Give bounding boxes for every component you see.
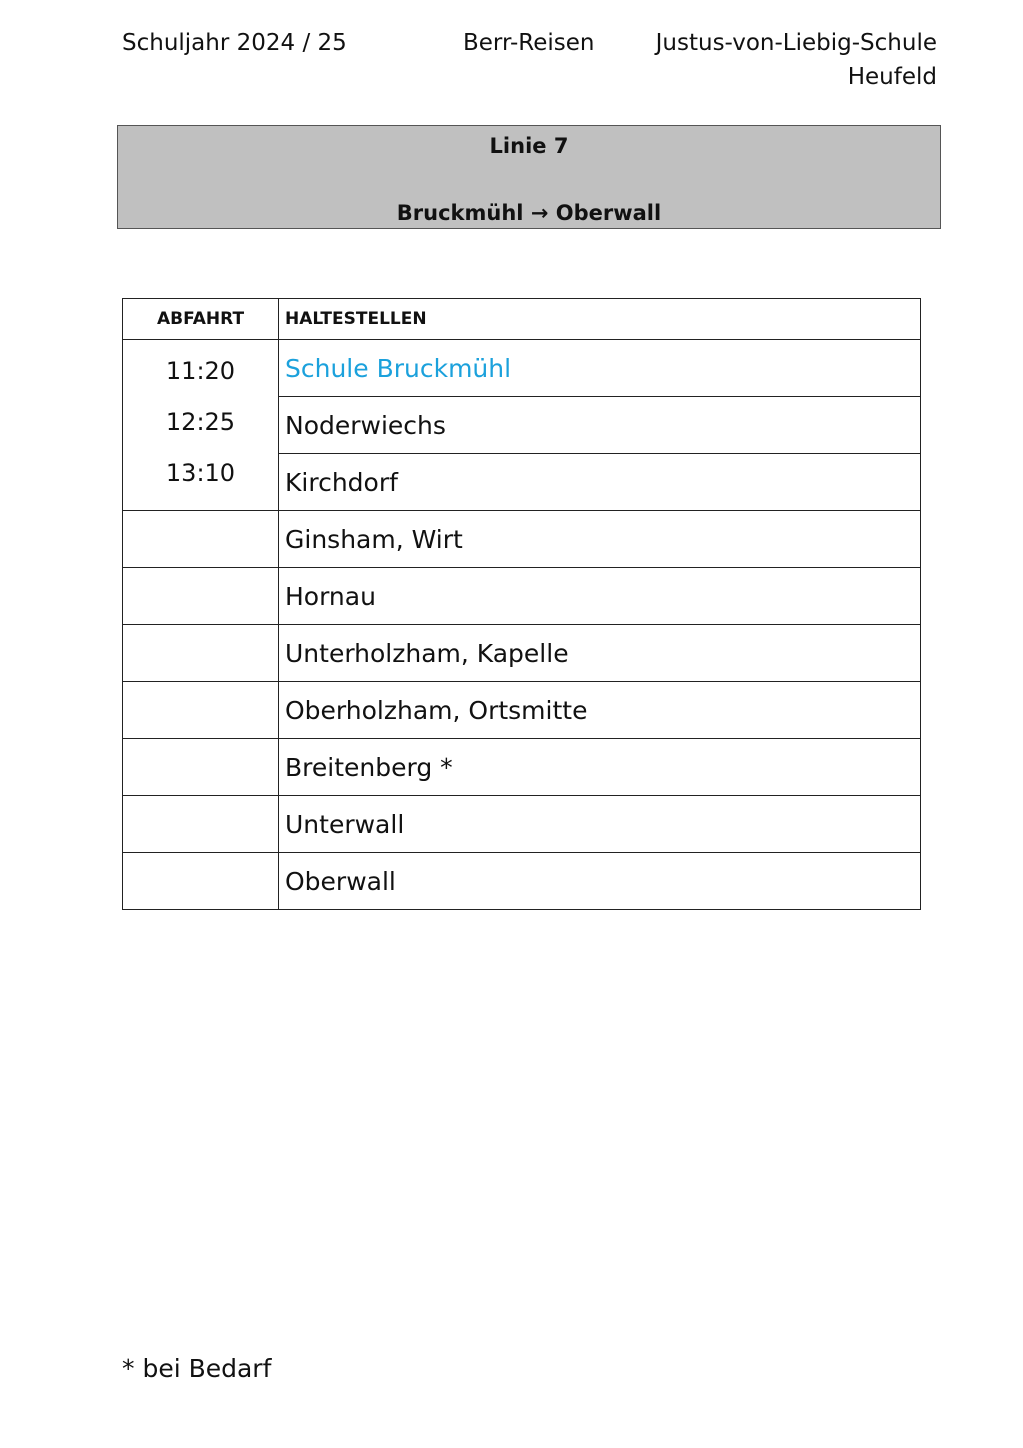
empty-time-cell [123,568,279,625]
route-title [118,200,940,226]
column-header-stops: HALTESTELLEN [279,299,921,340]
departure-time: 12:25 [165,408,236,436]
arrow-right-icon: → [530,201,549,225]
table-row [123,625,921,682]
table-row [123,796,921,853]
table-row [123,340,921,397]
route-to: Oberwall [555,201,662,225]
school-header [656,26,937,94]
table-row [123,511,921,568]
departure-times-cell [123,340,279,511]
bus-company: Berr-Reisen [463,30,595,56]
stop-name: Oberholzham, Ortsmitte [279,682,921,739]
empty-time-cell [123,511,279,568]
schedule-table [122,298,921,910]
stop-name: Unterholzham, Kapelle [279,625,921,682]
footnote: * bei Bedarf [122,1354,272,1383]
stop-name: Hornau [279,568,921,625]
empty-time-cell [123,796,279,853]
empty-time-cell [123,853,279,910]
school-name: Justus-von-Liebig-Schule [655,30,937,56]
empty-time-cell [123,739,279,796]
stop-name: Breitenberg * [279,739,921,796]
empty-time-cell [123,625,279,682]
table-row [123,682,921,739]
departure-time: 11:20 [165,357,236,385]
table-row [123,568,921,625]
stop-name: Ginsham, Wirt [279,511,921,568]
school-city: Heufeld [847,64,937,90]
stop-name: Unterwall [279,796,921,853]
route-from: Bruckmühl [396,201,524,225]
line-title-box [117,125,941,229]
line-number: Linie 7 [489,134,569,158]
stop-name: Oberwall [279,853,921,910]
table-header-row [123,299,921,340]
column-header-departure: ABFAHRT [123,299,279,340]
empty-time-cell [123,682,279,739]
table-row [123,853,921,910]
table-row [123,739,921,796]
stop-name: Kirchdorf [279,454,921,511]
stop-name: Schule Bruckmühl [279,340,921,397]
stop-name: Noderwiechs [279,397,921,454]
school-year: Schuljahr 2024 / 25 [122,30,347,56]
departure-time: 13:10 [165,459,236,487]
